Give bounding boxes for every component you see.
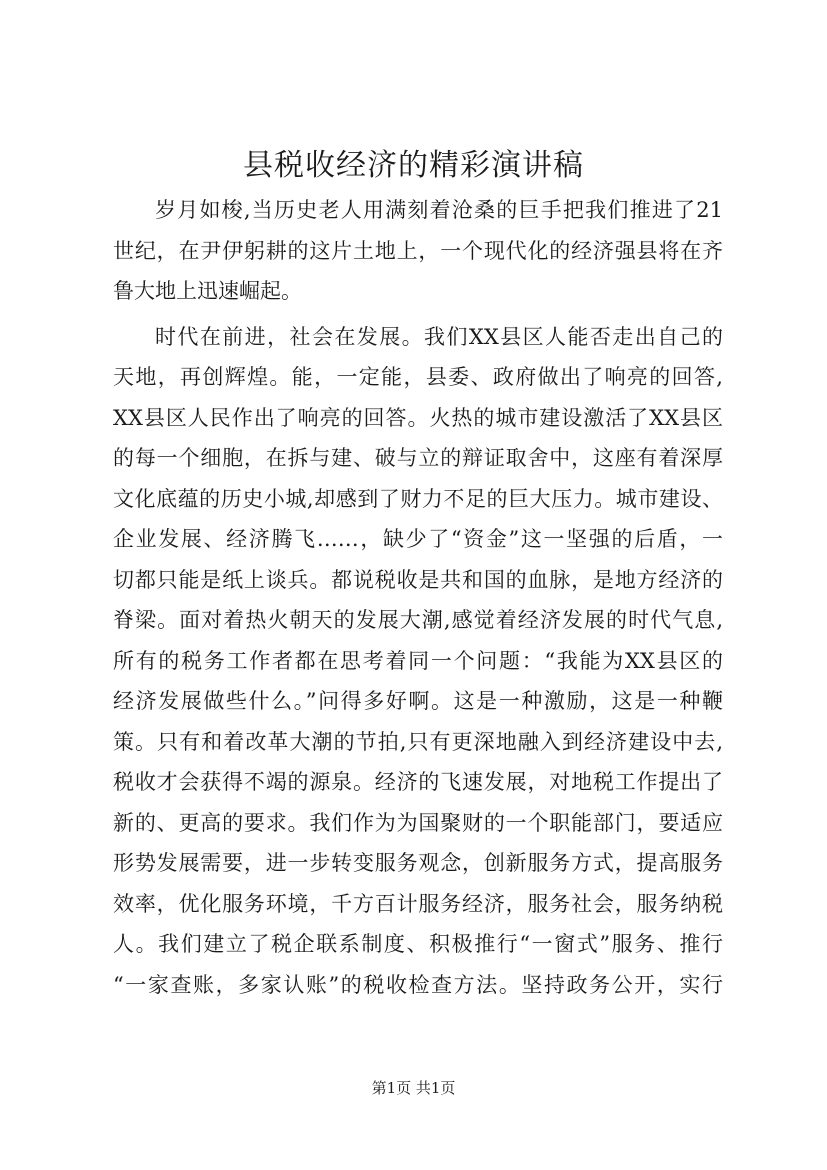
- paragraph-2-line-9: 所有的税务工作者都在思考着同一个问题：“我能为XX县区的: [113, 648, 723, 673]
- paragraph-2-line-1: 时代在前进，社会在发展。我们XX县区人能否走出自己的: [155, 324, 723, 349]
- paragraph-1-line-1: 岁月如梭,当历史老人用满刻着沧桑的巨手把我们推进了21: [155, 198, 723, 222]
- paragraph-2-line-11: 策。只有和着改革大潮的节拍,只有更深地融入到经济建设中去,: [113, 729, 723, 754]
- paragraph-2-line-13: 新的、更高的要求。我们作为为国聚财的一个职能部门，要适应: [113, 810, 723, 835]
- paragraph-2-line-3: XX县区人民作出了响亮的回答。火热的城市建设激活了XX县区: [113, 405, 723, 430]
- paragraph-2-line-2: 天地，再创辉煌。能，一定能，县委、政府做出了响亮的回答,: [113, 365, 723, 389]
- paragraph-2-line-10: 经济发展做些什么。”问得多好啊。这是一种激励，这是一种鞭: [113, 689, 723, 713]
- paragraph-1-line-3: 鲁大地上迅速崛起。: [113, 279, 302, 303]
- paragraph-2-line-16: 人。我们建立了税企联系制度、积极推行“一窗式”服务、推行: [113, 932, 723, 956]
- paragraph-2-line-4: 的每一个细胞，在拆与建、破与立的辩证取舍中，这座有着深厚: [113, 446, 723, 470]
- document-title: 县税收经济的精彩演讲稿: [243, 148, 584, 183]
- page-footer: 第1页 共1页: [371, 1079, 456, 1097]
- paragraph-2-line-15: 效率，优化服务环境，千方百计服务经济，服务社会，服务纳税: [113, 891, 723, 916]
- paragraph-2-line-8: 脊梁。面对着热火朝天的发展大潮,感觉着经济发展的时代气息,: [113, 608, 723, 632]
- paragraph-2-line-7: 切都只能是纸上谈兵。都说税收是共和国的血脉，是地方经济的: [113, 567, 723, 592]
- paragraph-2-line-6: 企业发展、经济腾飞……，缺少了“资金”这一坚强的后盾，一: [113, 527, 723, 551]
- document-body: [113, 190, 723, 1005]
- paragraph-2-line-5: 文化底蕴的历史小城,却感到了财力不足的巨大压力。城市建设、: [113, 486, 723, 511]
- paragraph-2-line-17: “一家查账，多家认账”的税收检查方法。坚持政务公开，实行: [113, 972, 723, 997]
- paragraph-1-line-2: 世纪，在尹伊躬耕的这片土地上，一个现代化的经济强县将在齐: [113, 238, 723, 263]
- paragraph-2-line-12: 税收才会获得不竭的源泉。经济的飞速发展，对地税工作提出了: [113, 770, 723, 794]
- paragraph-2-line-14: 形势发展需要，进一步转变服务观念，创新服务方式，提高服务: [113, 851, 723, 875]
